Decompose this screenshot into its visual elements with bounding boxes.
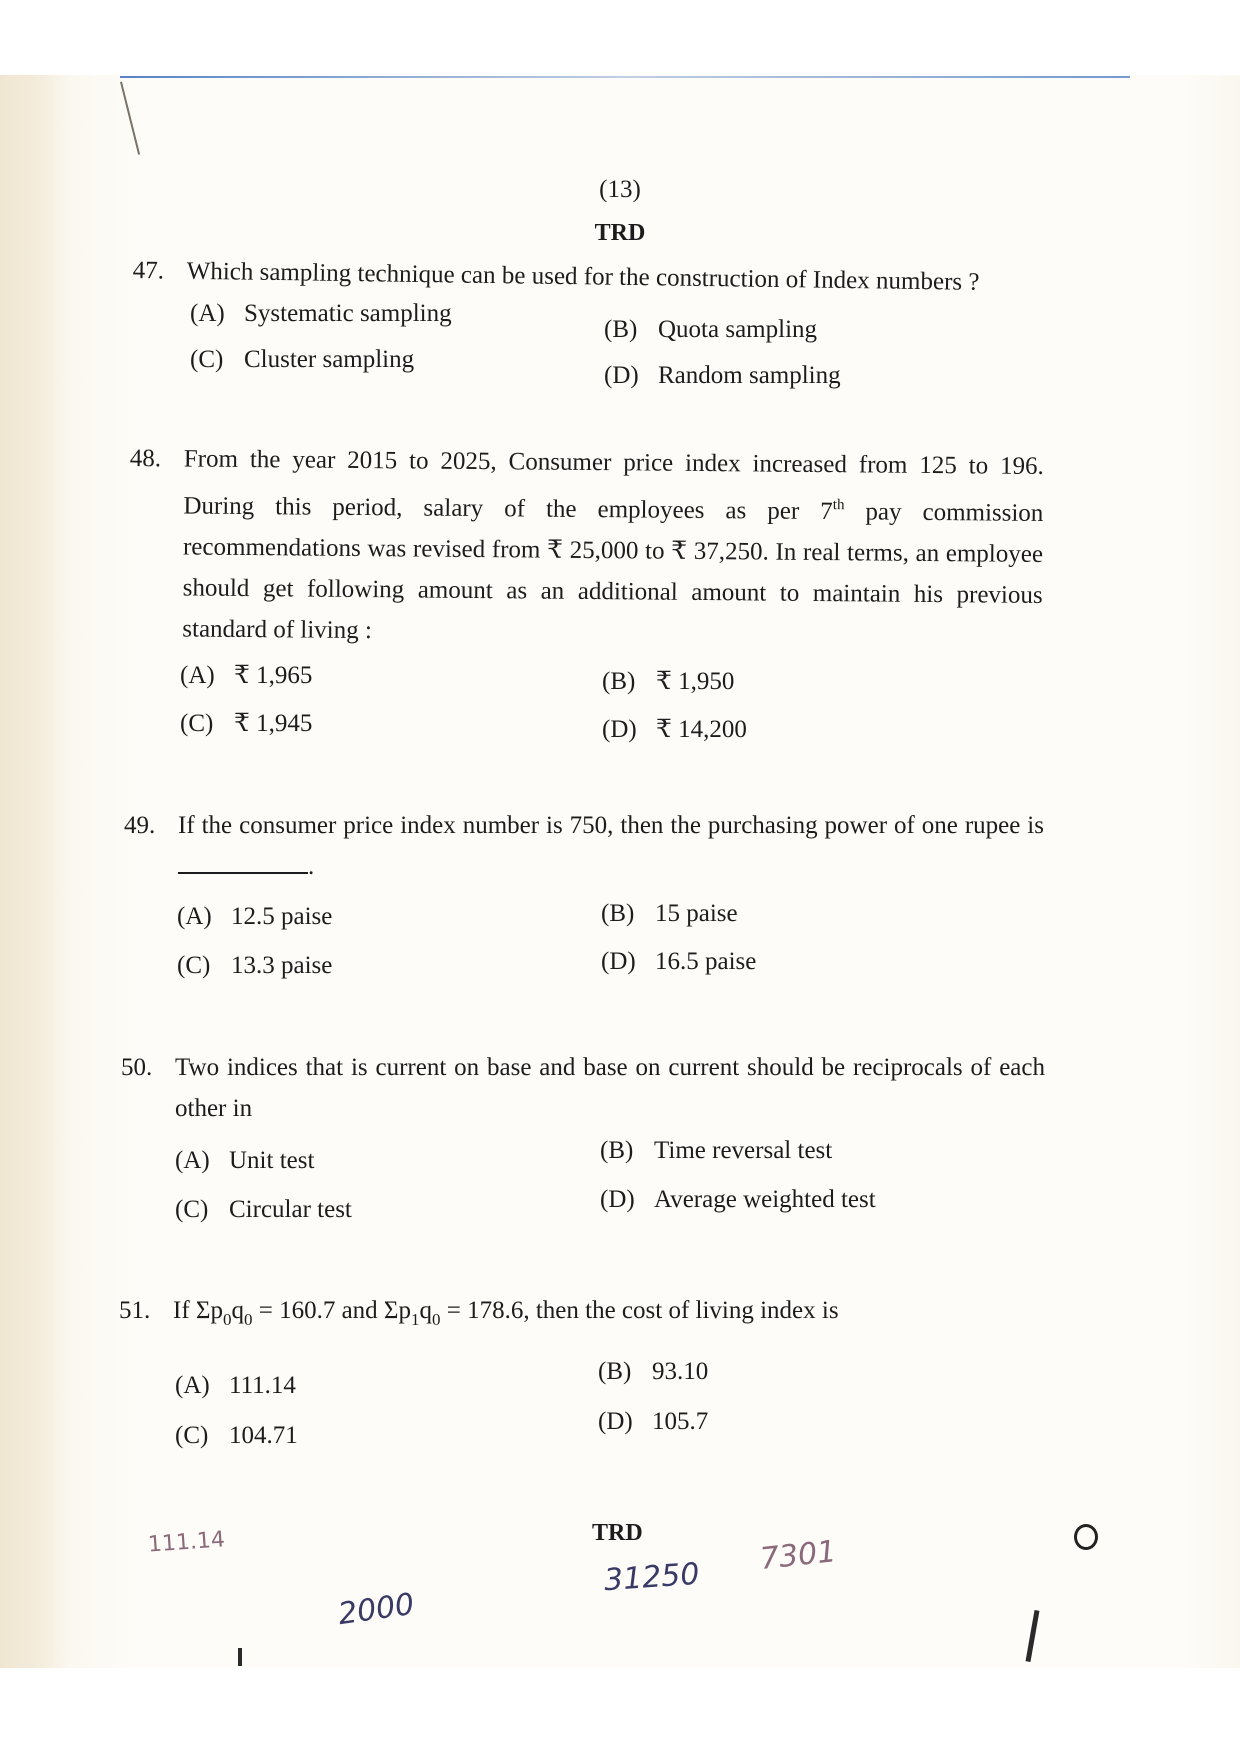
option-b[interactable]: [600, 1137, 832, 1165]
option-text: Random sampling: [658, 362, 841, 389]
option-text: 93.10: [652, 1358, 709, 1385]
option-c[interactable]: [177, 952, 332, 980]
option-c[interactable]: [175, 1196, 352, 1224]
option-d[interactable]: [600, 1186, 876, 1214]
option-label: (D): [600, 1186, 635, 1213]
stem-text: If: [173, 1297, 196, 1324]
option-text: 15 paise: [655, 900, 738, 927]
option-a[interactable]: [180, 660, 312, 690]
handwritten-note: 31250: [602, 1556, 701, 1599]
subscript: 0: [431, 1310, 441, 1329]
option-c[interactable]: [175, 1422, 298, 1450]
option-label: (A): [190, 300, 225, 327]
option-label: (C): [190, 346, 224, 373]
handwritten-note: 111.14: [147, 1527, 226, 1558]
sigma-symbol: Σp: [383, 1297, 411, 1324]
stem-text: = 178.6, then the cost of living index is: [440, 1297, 839, 1324]
option-text: Average weighted test: [654, 1186, 876, 1213]
option-c[interactable]: [190, 346, 414, 374]
option-label: (B): [604, 316, 638, 343]
stem-text: If the consumer price index number is 750, then the purchasing power of one rupee is: [178, 812, 1044, 839]
option-label: (B): [600, 1137, 634, 1164]
option-c[interactable]: [180, 708, 312, 738]
ink-mark: [238, 1648, 242, 1666]
option-d[interactable]: [602, 714, 747, 744]
option-text: ₹ 1,945: [234, 710, 313, 737]
question-stem: [173, 1290, 1033, 1340]
subscript: 1: [410, 1310, 420, 1329]
question-number: 51.: [119, 1297, 151, 1324]
option-label: (A): [175, 1372, 210, 1399]
option-text: 105.7: [652, 1408, 709, 1435]
handwritten-note: 2000: [335, 1586, 417, 1633]
superscript: th: [832, 497, 845, 514]
answer-blank: [178, 850, 308, 874]
question-stem: Two indices that is current on base and base on current should be reciprocals of each other in: [175, 1054, 1045, 1122]
option-text: ₹ 1,950: [656, 668, 735, 695]
question-stem: [178, 805, 1044, 887]
question-number: 50.: [121, 1054, 153, 1081]
paper-code: TRD: [594, 220, 646, 246]
question-number: 48.: [129, 444, 162, 473]
option-label: (D): [601, 948, 636, 975]
option-b[interactable]: [598, 1358, 708, 1386]
stem-text: = 160.7 and: [252, 1297, 384, 1324]
stem-text: From the year 2015 to 2025, Consumer price index increased from 125 to 196. During this period, salary of the employees as per 7: [183, 445, 1044, 526]
option-d[interactable]: [604, 362, 841, 390]
option-label: (C): [175, 1422, 209, 1449]
page-number: (13): [599, 176, 641, 203]
option-text: 16.5 paise: [655, 948, 757, 975]
subscript: 0: [243, 1310, 253, 1329]
option-label: (A): [180, 662, 215, 689]
option-label: (A): [177, 903, 212, 930]
option-text: Quota sampling: [658, 316, 818, 343]
footer-paper-code: TRD: [592, 1520, 643, 1546]
circle-mark: [1074, 1524, 1098, 1550]
option-d[interactable]: [601, 948, 756, 976]
question-stem: [182, 438, 1044, 656]
option-label: (D): [598, 1408, 633, 1435]
option-text: 12.5 paise: [231, 903, 333, 930]
scan-top-margin: [0, 0, 1240, 75]
option-text: 13.3 paise: [231, 952, 333, 979]
subscript: 0: [222, 1310, 232, 1329]
option-text: 104.71: [229, 1422, 298, 1449]
option-b[interactable]: [602, 666, 734, 696]
option-a[interactable]: [175, 1372, 296, 1400]
option-text: ₹ 1,965: [234, 662, 313, 689]
option-text: Unit test: [229, 1147, 315, 1174]
option-text: Cluster sampling: [244, 346, 415, 373]
option-b[interactable]: [601, 900, 738, 928]
option-label: (B): [602, 668, 636, 695]
option-text: 111.14: [229, 1372, 296, 1399]
option-label: (A): [175, 1147, 210, 1174]
top-rule: [120, 76, 1130, 78]
stem-text: .: [308, 853, 315, 880]
option-b[interactable]: [604, 316, 817, 344]
question-number: 47.: [132, 256, 165, 285]
option-label: (B): [601, 900, 635, 927]
option-label: (B): [598, 1358, 632, 1385]
option-text: Time reversal test: [654, 1137, 833, 1164]
stem-text: q: [231, 1297, 244, 1324]
option-label: (C): [175, 1196, 209, 1223]
stem-text: q: [419, 1297, 432, 1324]
option-label: (C): [180, 710, 214, 737]
option-text: Systematic sampling: [244, 300, 452, 327]
option-label: (C): [177, 952, 211, 979]
option-a[interactable]: [190, 300, 452, 328]
stem-text: pay commission recommendations was revised from ₹ 25,000 to ₹ 37,250. In real terms, an employee should get following amount as an additional amount to maintain his previous standard of living :: [182, 498, 1044, 645]
option-label: (D): [604, 362, 639, 389]
handwritten-note: 7301: [758, 1534, 838, 1577]
option-text: Circular test: [229, 1196, 352, 1223]
question-number: 49.: [124, 812, 156, 839]
question-stem: Which sampling technique can be used for the construction of Index numbers ?: [186, 257, 980, 296]
sigma-symbol: Σp: [195, 1297, 223, 1324]
option-a[interactable]: [177, 903, 332, 931]
scan-bottom-margin: [0, 1668, 1240, 1755]
option-d[interactable]: [598, 1408, 708, 1436]
option-text: ₹ 14,200: [656, 716, 747, 743]
option-a[interactable]: [175, 1147, 314, 1175]
option-label: (D): [602, 716, 637, 743]
